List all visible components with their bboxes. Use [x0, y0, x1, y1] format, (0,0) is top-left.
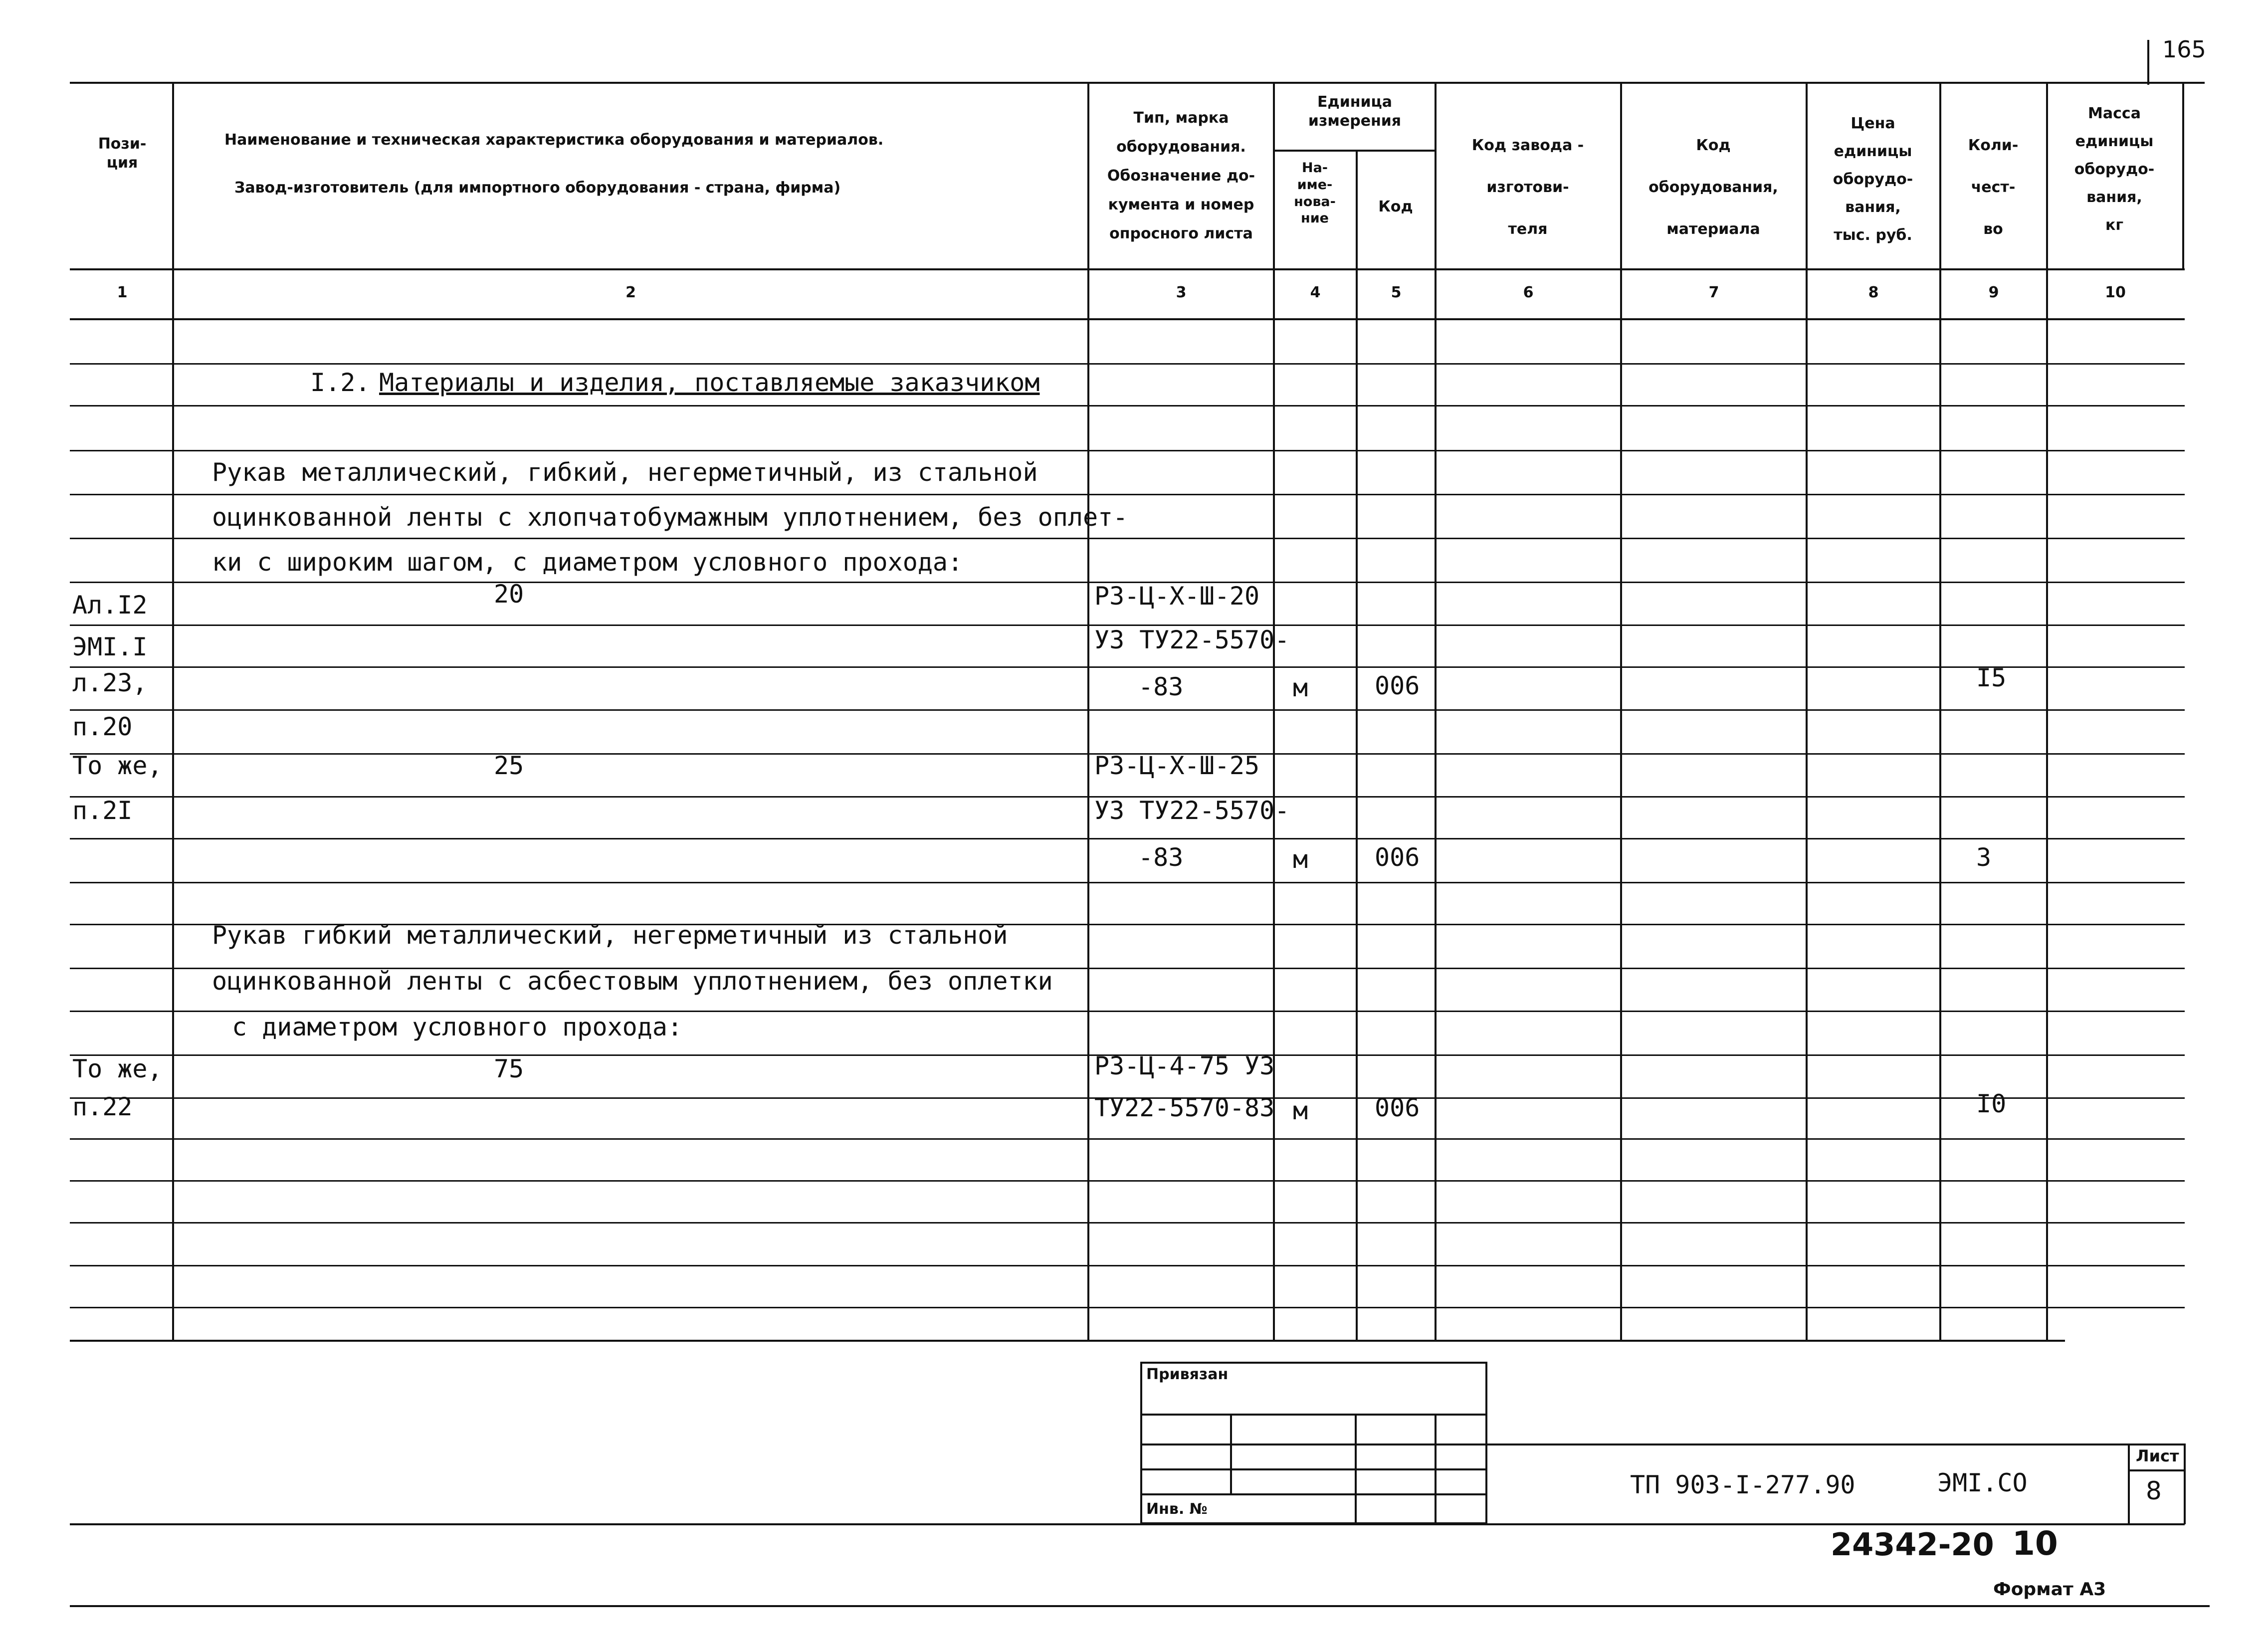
stamp-privyazan: Привязан — [1146, 1366, 1229, 1383]
row6-type: УЗ ТУ22-5570- — [1094, 796, 1290, 825]
row-rule — [70, 666, 2185, 668]
stamp-vline-1 — [1230, 1414, 1232, 1494]
colnum-6: 6 — [1523, 284, 1534, 301]
header-type: Тип, марка оборудования. Обозначение до- кумента и номер опросного листа — [1107, 109, 1255, 242]
row3-code: 006 — [1375, 671, 1420, 700]
row-rule — [70, 1180, 2185, 1182]
desc2-line1: Рукав гибкий металлический, негерметичный из стальной — [212, 921, 1008, 950]
row3-quantity: I5 — [1976, 663, 2007, 692]
row2-position: ЭМI.I — [72, 632, 148, 661]
colnum-7: 7 — [1708, 284, 1719, 301]
row4-position: п.20 — [72, 712, 133, 741]
colnum-2: 2 — [625, 284, 636, 301]
row-rule — [70, 363, 2185, 365]
stamp-inv-no: Инв. № — [1146, 1500, 1208, 1518]
format-label: Формат А3 — [1993, 1579, 2106, 1600]
header-equipment-code: Код оборудования, материала — [1649, 137, 1778, 238]
row8-size: 75 — [494, 1054, 524, 1083]
row-rule — [70, 405, 2185, 407]
table-bottom-border — [70, 1340, 2065, 1342]
row6-position: п.2I — [72, 796, 133, 825]
row-rule — [70, 494, 2185, 495]
row-rule — [70, 709, 2185, 711]
row3-unit: м — [1293, 673, 1308, 702]
header-mass: Масса единицы оборудо- вания, кг — [2074, 105, 2155, 234]
header-name-line2: Завод-изготовитель (для импортного оборудования - страна, фирма) — [234, 179, 841, 197]
sheet-number: 8 — [2146, 1476, 2162, 1505]
desc2-line2: оцинкованной ленты с асбестовым уплотнением, без оплетки — [212, 967, 1053, 996]
doc-suffix: ЭМI.СО — [1937, 1468, 2028, 1497]
row9-quantity: I0 — [1976, 1089, 2007, 1118]
row9-unit: м — [1293, 1096, 1308, 1125]
col-divider-5 — [1435, 82, 1437, 1342]
table-top-border — [70, 82, 2205, 84]
row1-size: 20 — [494, 580, 524, 609]
colnum-10: 10 — [2105, 284, 2126, 301]
desc1-line3: ки с широким шагом, с диаметром условного прохода: — [212, 548, 963, 577]
header-unit-code: Код — [1378, 198, 1413, 215]
header-position: Пози- ция — [98, 135, 147, 172]
row-rule — [70, 1265, 2185, 1266]
col-divider-9 — [2046, 82, 2048, 1342]
colnum-9: 9 — [1988, 284, 1999, 301]
header-bottom-border — [70, 268, 2185, 270]
row-rule — [70, 838, 2185, 839]
row7-code: 006 — [1375, 843, 1420, 872]
col-divider-4 — [1356, 150, 1358, 1342]
header-unit-group: Единица измерения — [1308, 93, 1402, 130]
colnum-8: 8 — [1868, 284, 1879, 301]
row-rule — [70, 882, 2185, 883]
row5-size: 25 — [494, 751, 524, 780]
stamp-vline-2 — [1355, 1414, 1357, 1524]
section-title: Материалы и изделия, поставляемые заказчиком — [379, 368, 1040, 397]
row3-type: -83 — [1138, 672, 1184, 701]
row8-type: РЗ-Ц-4-75 УЗ — [1094, 1051, 1275, 1080]
colnum-1: 1 — [117, 284, 128, 301]
page-bottom-rule — [70, 1523, 2185, 1525]
section-number: I.2. — [310, 368, 371, 397]
sheet-divider — [2128, 1443, 2130, 1524]
header-factory-code: Код завода - изготови- теля — [1471, 137, 1584, 238]
archive-number: 24342-20 — [1831, 1526, 1994, 1563]
row8-position: То же, — [72, 1054, 163, 1083]
row1-type: РЗ-Ц-Х-Ш-20 — [1094, 582, 1260, 611]
row-rule — [70, 1222, 2185, 1224]
colnum-3: 3 — [1176, 284, 1187, 301]
row7-quantity: 3 — [1976, 843, 1992, 872]
sheet-right-border — [2184, 1443, 2186, 1524]
colnum-row-border — [70, 318, 2185, 320]
header-quantity: Коли- чест- во — [1968, 137, 2019, 238]
header-name-line1: Наименование и техническая характеристика оборудования и материалов. — [224, 131, 884, 149]
row7-type: -83 — [1138, 843, 1184, 872]
row-rule — [70, 1011, 2185, 1012]
titleblock-top-border — [1487, 1443, 2186, 1445]
col-divider-3 — [1273, 82, 1275, 1342]
doc-code: ТП 903-I-277.90 — [1630, 1470, 1856, 1499]
header-price: Цена единицы оборудо- вания, тыс. руб. — [1833, 115, 1913, 244]
row9-code: 006 — [1375, 1093, 1420, 1122]
desc1-line2: оцинкованной ленты с хлопчатобумажным уплотнением, без оплет- — [212, 503, 1128, 532]
col-divider-2 — [1087, 82, 1089, 1342]
row-rule — [70, 538, 2185, 539]
colnum-5: 5 — [1391, 284, 1402, 301]
row3-position: л.23, — [72, 668, 148, 697]
row-rule — [70, 1307, 2185, 1308]
desc2-line3: с диаметром условного прохода: — [232, 1013, 683, 1041]
sheet-label-border — [2128, 1469, 2186, 1471]
row9-type: ТУ22-5570-83 — [1094, 1093, 1275, 1122]
page-number: 165 — [2162, 36, 2206, 63]
row7-unit: м — [1293, 845, 1308, 874]
row5-position: То же, — [72, 751, 163, 780]
desc1-line1: Рукав металлический, гибкий, негерметичный, из стальной — [212, 458, 1038, 487]
col-divider-10 — [2182, 82, 2184, 270]
row2-type: УЗ ТУ22-5570- — [1094, 625, 1290, 654]
col-divider-1 — [172, 82, 174, 1342]
colnum-4: 4 — [1310, 284, 1321, 301]
row-rule — [70, 450, 2185, 451]
corner-divider — [2147, 40, 2149, 85]
unit-subheader-border — [1273, 150, 1435, 152]
col-divider-7 — [1806, 82, 1808, 1342]
header-unit-name: На- име- нова- ние — [1294, 160, 1336, 226]
archive-page: 10 — [2012, 1524, 2058, 1563]
page-footer-rule — [70, 1605, 2210, 1607]
row-rule — [70, 1138, 2185, 1140]
row1-position: Ал.I2 — [72, 591, 148, 619]
col-divider-8 — [1939, 82, 1941, 1342]
col-divider-6 — [1620, 82, 1622, 1342]
row5-type: РЗ-Ц-Х-Ш-25 — [1094, 751, 1260, 780]
stamp-vline-3 — [1435, 1414, 1437, 1524]
row9-position: п.22 — [72, 1092, 133, 1121]
sheet-label: Лист — [2136, 1446, 2179, 1465]
